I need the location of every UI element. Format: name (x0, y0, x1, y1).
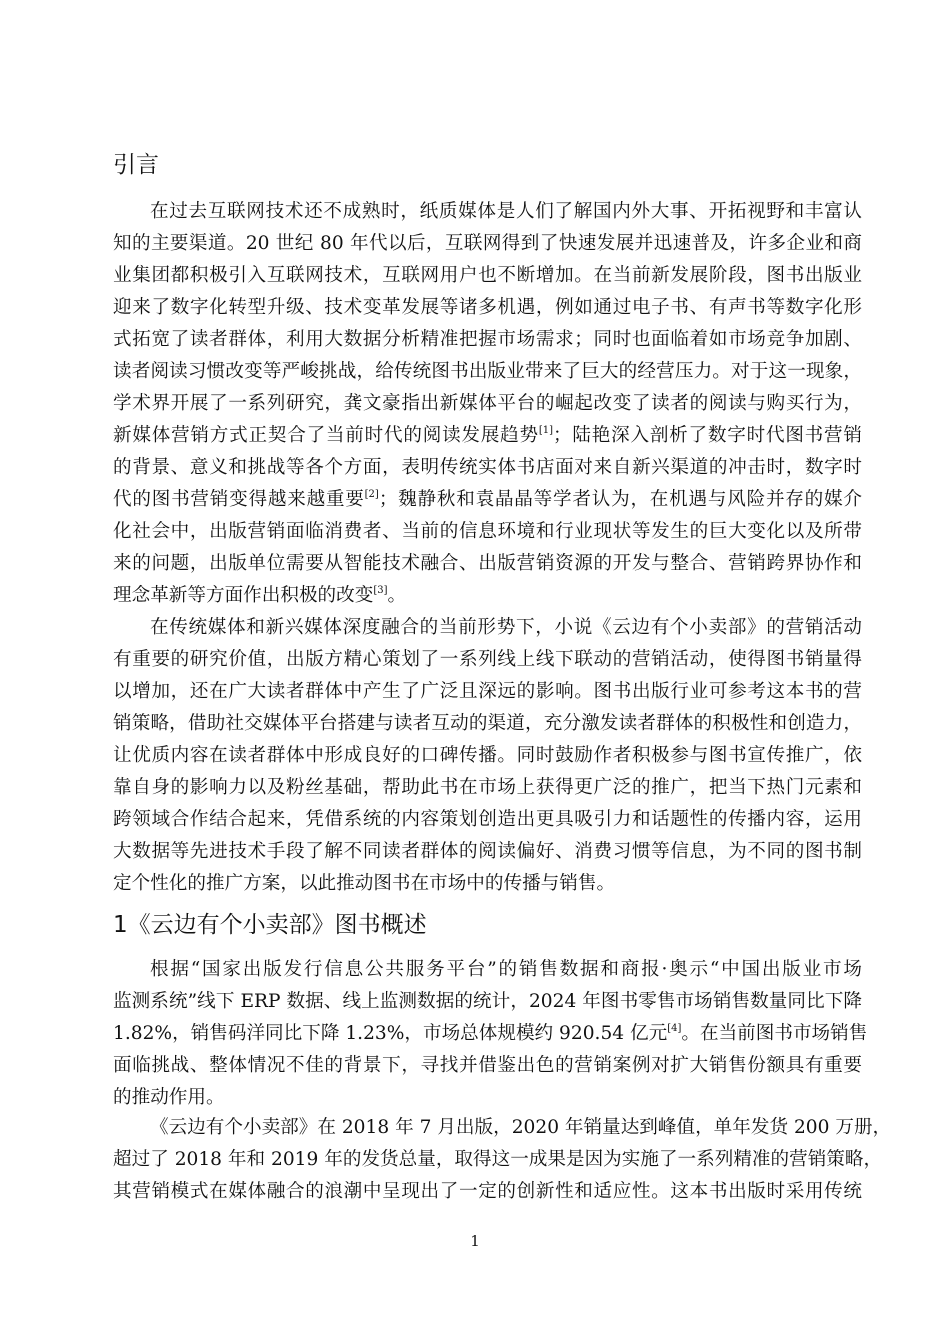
text-segment: ；魏静秋和袁晶晶等学者认为，在机遇与风险并存的媒介 (378, 489, 862, 510)
text-segment: 的推动作用。 (113, 1087, 225, 1108)
text-line (113, 516, 862, 548)
text-segment: 化社会中，出版营销面临消费者、当前的信息环境和行业现状等发生的巨大变化以及所带 (113, 521, 862, 542)
text-segment: 让优质内容在读者群体中形成良好的口碑传播。同时鼓励作者积极参与图书宣传推广，依 (113, 745, 862, 766)
text-segment: 。 (387, 585, 407, 606)
text-line (113, 1050, 862, 1082)
text-segment: ；陆艳深入剖析了数字时代图书营销 (553, 425, 862, 446)
text-line (113, 580, 862, 612)
text-line (113, 484, 862, 516)
text-segment: 式拓宽了读者群体，利用大数据分析精准把握市场需求；同时也面临着如市场竞争加剧、 (113, 329, 862, 350)
text-segment: 其营销模式在媒体融合的浪潮中呈现出了一定的创新性和适应性。这本书出版时采用传统 (113, 1181, 862, 1202)
citation-ref: [4] (667, 1023, 682, 1034)
paragraph-1 (113, 196, 862, 612)
text-segment: 。在当前图书市场销售 (681, 1023, 868, 1044)
text-line (113, 740, 862, 772)
text-segment: 靠自身的影响力以及粉丝基础，帮助此书在市场上获得更广泛的推广，把当下热门元素和 (113, 777, 862, 798)
text-line (113, 420, 862, 452)
text-segment: 销策略，借助社交媒体平台搭建与读者互动的渠道，充分激发读者群体的积极性和创造力， (113, 713, 862, 734)
text-line (113, 1144, 883, 1176)
heading-intro: 引言 (113, 152, 159, 178)
text-line (113, 452, 862, 484)
text-line (113, 228, 862, 260)
text-segment: 超过了 2018 年和 2019 年的发货总量，取得这一成果是因为实施了一系列精准的营销策略， (113, 1149, 883, 1170)
text-segment: 大数据等先进技术手段了解不同读者群体的阅读偏好、消费习惯等信息，为不同的图书制 (113, 841, 862, 862)
text-line (113, 324, 862, 356)
text-segment: 代的图书营销变得越来越重要 (113, 489, 365, 510)
citation-ref: [2] (364, 489, 379, 500)
text-segment: 监测系统”线下 ERP 数据、线上监测数据的统计，2024 年图书零售市场销售数量同比下降 (113, 991, 862, 1012)
text-segment: 定个性化的推广方案，以此推动图书在市场中的传播与销售。 (113, 873, 616, 894)
text-line (113, 772, 862, 804)
text-line (113, 612, 862, 644)
text-line (113, 868, 862, 900)
text-line (113, 196, 862, 228)
text-line (113, 260, 862, 292)
text-segment: 《云边有个小卖部》在 2018 年 7 月出版，2020 年销量达到峰值，单年发货 200 万册， (150, 1117, 892, 1138)
text-line (113, 356, 862, 388)
text-line (113, 804, 862, 836)
text-segment: 读者阅读习惯改变等严峻挑战，给传统图书出版业带来了巨大的经营压力。对于这一现象， (113, 361, 862, 382)
text-segment: 以增加，还在广大读者群体中产生了广泛且深远的影响。图书出版行业可参考这本书的营 (113, 681, 862, 702)
text-line (113, 1112, 892, 1144)
paragraph-4 (113, 1112, 892, 1208)
page-number: 1 (470, 1232, 480, 1250)
text-segment: 来的问题，出版单位需要从智能技术融合、出版营销资源的开发与整合、营销跨界协作和 (113, 553, 862, 574)
text-line (113, 548, 862, 580)
text-segment: 学术界开展了一系列研究，龚文豪指出新媒体平台的崛起改变了读者的阅读与购买行为， (113, 393, 862, 414)
text-line (113, 1082, 862, 1114)
text-segment: 知的主要渠道。20 世纪 80 年代以后，互联网得到了快速发展并迅速普及，许多企业和商 (113, 233, 862, 254)
text-segment: 有重要的研究价值，出版方精心策划了一系列线上线下联动的营销活动，使得图书销量得 (113, 649, 862, 670)
text-segment: 面临挑战、整体情况不佳的背景下，寻找并借鉴出色的营销案例对扩大销售份额具有重要 (113, 1055, 862, 1076)
text-segment: 的背景、意义和挑战等各个方面，表明传统实体书店面对来自新兴渠道的冲击时，数字时 (113, 457, 862, 478)
text-segment: 在传统媒体和新兴媒体深度融合的当前形势下，小说《云边有个小卖部》的营销活动 (150, 617, 862, 638)
text-line (113, 954, 862, 986)
text-segment: 理念革新等方面作出积极的改变 (113, 585, 374, 606)
paragraph-3 (113, 954, 868, 1114)
text-line (113, 708, 862, 740)
text-segment: 新媒体营销方式正契合了当前时代的阅读发展趋势 (113, 425, 539, 446)
text-line (113, 676, 862, 708)
text-line (113, 388, 862, 420)
text-line (113, 1176, 862, 1208)
text-segment: 迎来了数字化转型升级、技术变革发展等诸多机遇，例如通过电子书、有声书等数字化形 (113, 297, 862, 318)
text-line (113, 1018, 868, 1050)
text-segment: 跨领域合作结合起来，凭借系统的内容策划创造出更具吸引力和话题性的传播内容，运用 (113, 809, 862, 830)
text-line (113, 986, 862, 1018)
text-segment: 1.82%，销售码洋同比下降 1.23%，市场总体规模约 920.54 亿元 (113, 1023, 668, 1044)
citation-ref: [3] (373, 585, 388, 596)
text-line (113, 644, 862, 676)
paragraph-2 (113, 612, 862, 900)
text-segment: 业集团都积极引入互联网技术，互联网用户也不断增加。在当前新发展阶段，图书出版业 (113, 265, 862, 286)
text-segment: 根据“国家出版发行信息公共服务平台”的销售数据和商报·奥示“中国出版业市场 (150, 959, 862, 980)
text-segment: 在过去互联网技术还不成熟时，纸质媒体是人们了解国内外大事、开拓视野和丰富认 (150, 201, 862, 222)
citation-ref: [1] (538, 425, 554, 436)
heading-section-1: 1《云边有个小卖部》图书概述 (113, 912, 427, 938)
text-line (113, 836, 862, 868)
text-line (113, 292, 862, 324)
